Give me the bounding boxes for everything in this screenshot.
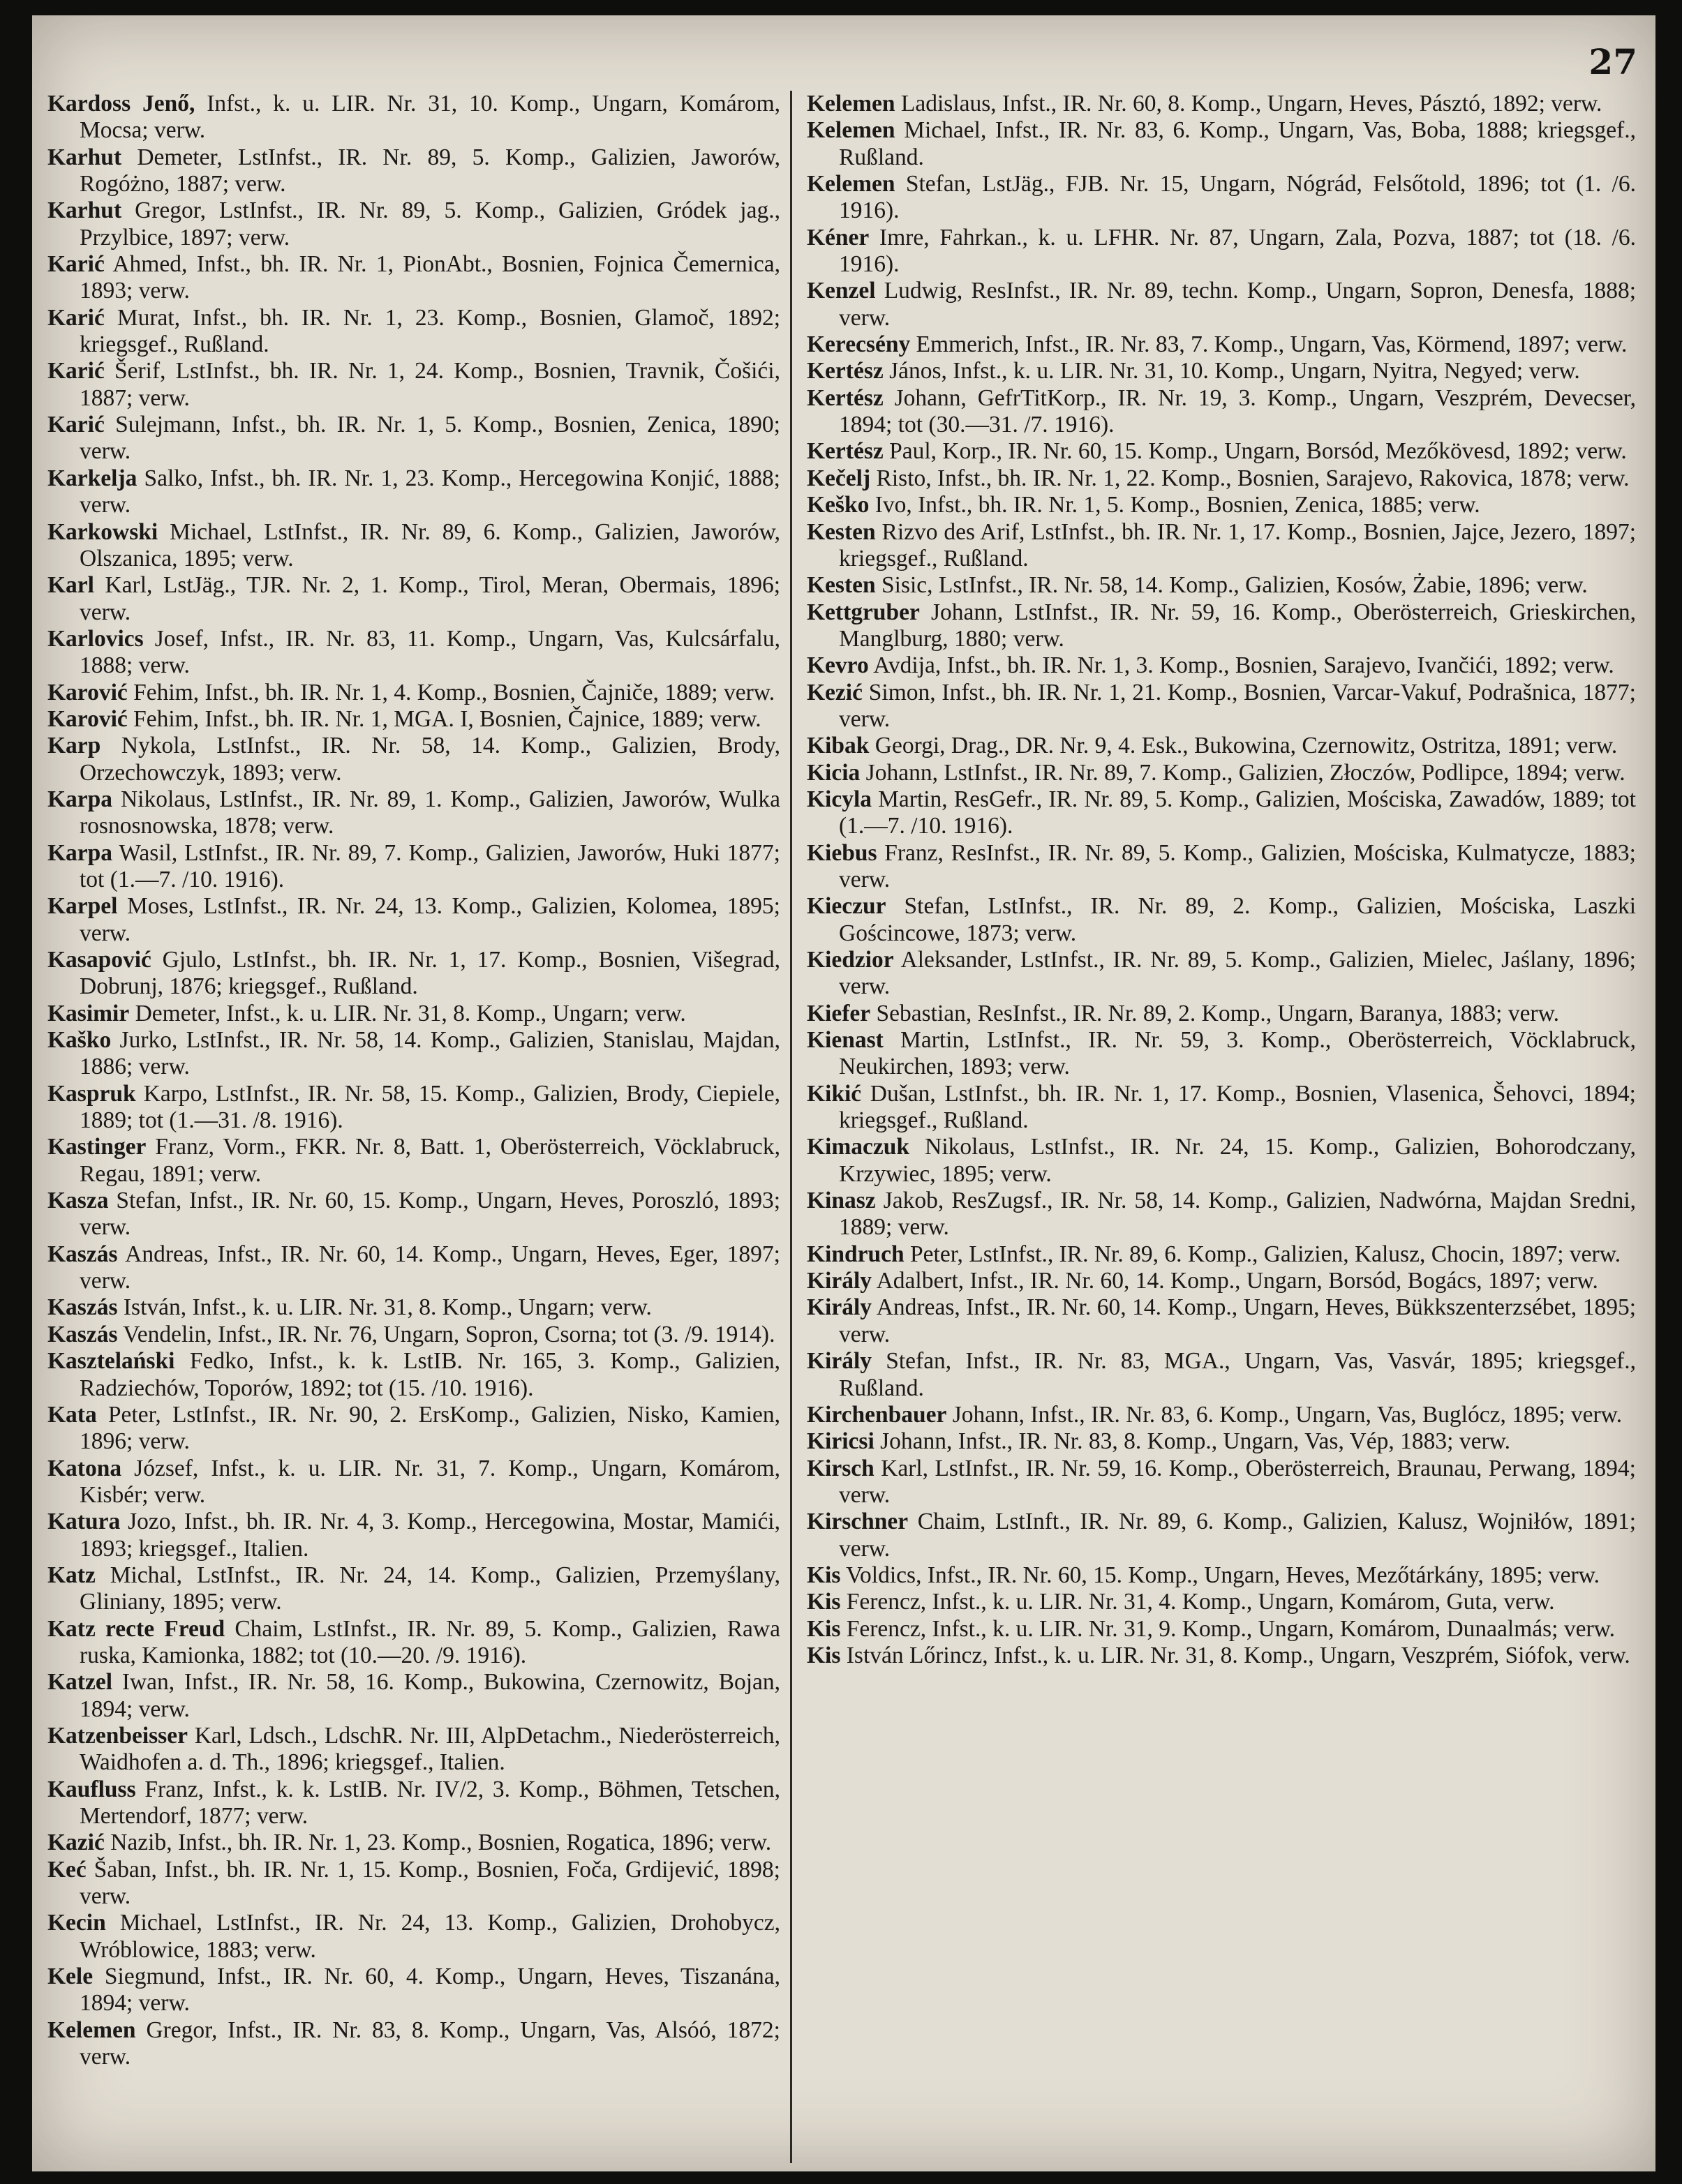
entry-details: Dušan, LstInfst., bh. IR. Nr. 1, 17. Komp., Bosnien, Vlasenica, Šehovci, 1894; kriegsgef., Rußland. [839,1080,1636,1134]
entry-details: József, Infst., k. u. LIR. Nr. 31, 7. Komp., Ungarn, Komárom, Kisbér; verw. [80,1455,780,1508]
entry-name: Karlovics [47,625,144,652]
entry-name: Kirsch [807,1455,875,1481]
entry-details: Karl, Ldsch., LdschR. Nr. III, AlpDetachm., Niederösterreich, Waidhofen a. d. Th., 1896; kriegsgef., Italien. [80,1722,780,1776]
list-entry [807,599,1636,653]
list-entry [807,1241,1636,1268]
entry-name: Kieczur [807,893,886,920]
entry-name: Kaspruk [47,1080,136,1107]
entry-details: Martin, LstInfst., IR. Nr. 59, 3. Komp., Oberösterreich, Vöcklabruck, Neukirchen, 1893; verw. [839,1027,1636,1080]
entry-name: Kis [807,1642,841,1668]
entry-details: Wasil, LstInfst., IR. Nr. 89, 7. Komp., Galizien, Jaworów, Huki 1877; tot (1.—7. /10. 1916). [80,839,780,892]
entry-details: Johann, LstInfst., IR. Nr. 59, 16. Komp., Oberösterreich, Grieskirchen, Manglburg, 1880; verw. [839,599,1636,652]
entry-name: Kelemen [807,117,895,144]
entry-name: Király [807,1268,872,1294]
entry-name: Király [807,1294,872,1321]
list-entry [807,1081,1636,1135]
entry-details: Karl, LstInfst., IR. Nr. 59, 16. Komp., Oberösterreich, Braunau, Perwang, 1894; verw. [839,1455,1636,1508]
list-entry [47,519,780,573]
entry-details: Ahmed, Infst., bh. IR. Nr. 1, PionAbt., Bosnien, Fojnica Čemernica, 1893; verw. [80,251,780,304]
entry-name: Katzel [47,1669,113,1696]
right-column [807,91,1636,1669]
entry-details: István, Infst., k. u. LIR. Nr. 31, 8. Komp., Ungarn; verw. [117,1294,652,1321]
entry-name: Kimaczuk [807,1134,910,1160]
entry-details: Sebastian, ResInfst., IR. Nr. 89, 2. Komp., Ungarn, Baranya, 1883; verw. [870,1000,1559,1026]
entry-name: Kevro [807,652,869,679]
entry-name: Kirschner [807,1509,909,1535]
list-entry [807,331,1636,358]
list-entry [807,680,1636,733]
entry-name: Kazić [47,1830,105,1856]
entry-details: János, Infst., k. u. LIR. Nr. 31, 10. Komp., Ungarn, Nyitra, Negyed; verw. [883,358,1580,384]
entry-name: Kertész [807,358,884,384]
list-entry [807,786,1636,840]
entry-name: Kenzel [807,278,876,304]
entry-details: Risto, Infst., bh. IR. Nr. 1, 22. Komp., Bosnien, Sarajevo, Rakovica, 1878; verw. [870,465,1630,491]
entry-details: Paul, Korp., IR. Nr. 60, 15. Komp., Ungarn, Borsód, Mezőkövesd, 1892; verw. [883,438,1627,465]
entry-details: Aleksander, LstInfst., IR. Nr. 89, 5. Komp., Galizien, Mielec, Jaślany, 1896; verw. [839,947,1636,1000]
entry-details: Fehim, Infst., bh. IR. Nr. 1, MGA. I, Bosnien, Čajnice, 1889; verw. [127,705,761,732]
entry-name: Kéner [807,224,870,250]
entry-name: Karović [47,705,128,732]
list-entry [807,1027,1636,1081]
list-entry [47,1777,780,1830]
list-entry [47,1964,780,2017]
entry-details: Jurko, LstInfst., IR. Nr. 58, 14. Komp., Galizien, Stanislau, Majdan, 1886; verw. [80,1027,780,1080]
entry-name: Katzenbeisser [47,1722,188,1749]
entry-details: Nazib, Infst., bh. IR. Nr. 1, 23. Komp., Bosnien, Rogatica, 1896; verw. [104,1830,772,1856]
entry-details: Moses, LstInfst., IR. Nr. 24, 13. Komp., Galizien, Kolomea, 1895; verw. [80,893,780,946]
entry-name: Király [807,1348,872,1375]
entry-details: Adalbert, Infst., IR. Nr. 60, 14. Komp., Ungarn, Borsód, Bogács, 1897; verw. [872,1268,1598,1294]
list-entry [47,1669,780,1723]
entry-details: Johann, Infst., IR. Nr. 83, 6. Komp., Ungarn, Vas, Buglócz, 1895; verw. [946,1401,1623,1428]
entry-name: Karkowski [47,518,158,545]
list-entry [807,1348,1636,1402]
entry-name: Kiefer [807,1000,871,1026]
list-entry [807,1643,1636,1669]
entry-details: Ivo, Infst., bh. IR. Nr. 1, 5. Komp., Bosnien, Zenica, 1885; verw. [869,492,1480,518]
list-entry [807,572,1636,599]
list-entry [47,1509,780,1562]
entry-details: Gregor, LstInfst., IR. Nr. 89, 5. Komp., Galizien, Gródek jag., Przylbice, 1897; verw. [80,197,780,250]
list-entry [807,91,1636,117]
entry-name: Kindruch [807,1241,905,1267]
entry-name: Kelemen [807,91,895,117]
list-entry [807,358,1636,384]
entry-details: Michael, LstInfst., IR. Nr. 89, 6. Komp., Galizien, Jaworów, Olszanica, 1895; verw. [80,518,780,571]
list-entry [47,91,780,144]
list-entry [47,1456,780,1509]
entry-name: Karić [47,358,105,384]
entry-name: Kaszás [47,1294,118,1321]
entry-name: Kastinger [47,1134,147,1160]
entry-details: Johann, GefrTitKorp., IR. Nr. 19, 3. Komp., Ungarn, Veszprém, Devecser, 1894; tot (30.—31. /7. 1916). [839,384,1636,438]
entry-name: Kis [807,1589,841,1615]
list-entry [47,358,780,412]
list-entry [807,465,1636,492]
entry-name: Karl [47,572,94,599]
entry-details: Vendelin, Infst., IR. Nr. 76, Ungarn, Sopron, Csorna; tot (3. /9. 1914). [117,1321,775,1347]
entry-details: Johann, LstInfst., IR. Nr. 89, 7. Komp., Galizien, Złoczów, Podlipce, 1894; verw. [860,759,1625,786]
list-entry [47,1830,780,1856]
list-entry [47,412,780,465]
entry-details: Ferencz, Infst., k. u. LIR. Nr. 31, 4. Komp., Ungarn, Komárom, Guta, verw. [840,1589,1555,1615]
list-entry [807,519,1636,573]
page-number: 27 [1588,41,1637,82]
entry-name: Kasztelański [47,1348,175,1375]
list-entry [47,144,780,198]
entry-details: Emmerich, Infst., IR. Nr. 83, 7. Komp., Ungarn, Vas, Körmend, 1897; verw. [910,331,1628,358]
list-entry [807,1001,1636,1027]
entry-details: Andreas, Infst., IR. Nr. 60, 14. Komp., Ungarn, Heves, Eger, 1897; verw. [80,1241,780,1294]
list-entry [47,1857,780,1910]
list-entry [47,1001,780,1027]
list-entry [47,1322,780,1348]
list-entry [807,1456,1636,1509]
entry-details: Rizvo des Arif, LstInfst., bh. IR. Nr. 1, 17. Komp., Bosnien, Jajce, Jezero, 1897; kriegsgef., Rußland. [839,518,1636,571]
entry-name: Karpa [47,786,113,812]
list-entry [807,1616,1636,1643]
list-entry [807,117,1636,171]
entry-name: Kis [807,1562,841,1588]
entry-name: Kiricsi [807,1428,875,1455]
entry-name: Kirchenbauer [807,1401,947,1428]
entry-details: Voldics, Infst., IR. Nr. 60, 15. Komp., Ungarn, Heves, Mezőtárkány, 1895; verw. [840,1562,1600,1588]
list-entry [47,1081,780,1135]
entry-name: Kečelj [807,465,871,491]
entry-name: Kaszás [47,1321,118,1347]
entry-name: Kardoss Jenő, [47,91,195,117]
list-entry [47,626,780,680]
entry-name: Kinasz [807,1188,876,1214]
entry-details: Chaim, LstInft., IR. Nr. 89, 6. Komp., Galizien, Kalusz, Wojniłów, 1891; verw. [839,1509,1636,1562]
list-entry [807,1134,1636,1188]
list-entry [47,1723,780,1777]
entry-name: Kikić [807,1080,862,1107]
list-entry [47,1294,780,1321]
entry-name: Kibak [807,733,870,759]
list-entry [807,1562,1636,1589]
document-page [32,15,1655,2171]
list-entry [47,733,780,786]
entry-name: Kertész [807,438,884,465]
entry-details: Josef, Infst., IR. Nr. 83, 11. Komp., Ungarn, Vas, Kulcsárfalu, 1888; verw. [80,625,780,679]
entry-name: Kiebus [807,839,877,866]
entry-name: Kaufluss [47,1776,136,1802]
entry-name: Kaško [47,1027,112,1054]
list-entry [807,1509,1636,1562]
entry-details: Demeter, Infst., k. u. LIR. Nr. 31, 8. Komp., Ungarn; verw. [129,1000,686,1026]
entry-details: Peter, LstInfst., IR. Nr. 89, 6. Komp., Galizien, Kalusz, Chocin, 1897; verw. [904,1241,1621,1267]
entry-name: Kata [47,1401,97,1428]
entry-details: Nikolaus, LstInfst., IR. Nr. 89, 1. Komp., Galizien, Jaworów, Wulka rosnosnowska, 1878; verw. [80,786,780,839]
entry-details: Iwan, Infst., IR. Nr. 58, 16. Komp., Bukowina, Czernowitz, Bojan, 1894; verw. [80,1669,780,1722]
entry-name: Kelemen [47,2017,136,2043]
entry-details: Michael, LstInfst., IR. Nr. 24, 13. Komp., Galizien, Drohobycz, Wróblowice, 1883; verw. [80,1910,780,1963]
entry-name: Kesten [807,518,876,545]
entry-name: Kertész [807,384,884,411]
entry-details: Karpo, LstInfst., IR. Nr. 58, 15. Komp., Galizien, Brody, Ciepiele, 1889; tot (1.—31. /8. 1916). [80,1080,780,1134]
entry-name: Kezić [807,679,863,705]
entry-details: Stefan, LstInfst., IR. Nr. 89, 2. Komp., Galizien, Mościska, Laszki Gościncowe, 1873; verw. [839,893,1636,946]
entry-details: Sisic, LstInfst., IR. Nr. 58, 14. Komp., Galizien, Kosów, Żabie, 1896; verw. [875,572,1588,599]
entry-details: Ludwig, ResInfst., IR. Nr. 89, techn. Komp., Ungarn, Sopron, Denesfa, 1888; verw. [839,278,1636,331]
list-entry [47,1348,780,1402]
entry-name: Keško [807,492,870,518]
entry-details: Stefan, Infst., IR. Nr. 83, MGA., Ungarn, Vas, Vasvár, 1895; kriegsgef., Rußland. [839,1348,1636,1401]
entry-details: Salko, Infst., bh. IR. Nr. 1, 23. Komp., Hercegowina Konjić, 1888; verw. [80,465,780,518]
list-entry [807,760,1636,786]
list-entry [807,1589,1636,1615]
list-entry [47,305,780,359]
entry-details: Karl, LstJäg., TJR. Nr. 2, 1. Komp., Tirol, Meran, Obermais, 1896; verw. [80,572,780,625]
entry-details: Nykola, LstInfst., IR. Nr. 58, 14. Komp., Galizien, Brody, Orzechowczyk, 1893; verw. [80,733,780,786]
list-entry [807,733,1636,759]
entry-details: Sulejmann, Infst., bh. IR. Nr. 1, 5. Komp., Bosnien, Zenica, 1890; verw. [80,412,780,465]
entry-name: Kaszás [47,1241,118,1267]
list-entry [47,706,780,733]
list-entry [47,1616,780,1670]
entry-details: István Lőrincz, Infst., k. u. LIR. Nr. 31, 8. Komp., Ungarn, Veszprém, Siófok, verw. [840,1642,1630,1668]
entry-name: Kettgruber [807,599,920,625]
list-entry [47,251,780,305]
entry-details: Franz, Infst., k. k. LstIB. Nr. IV/2, 3. Komp., Böhmen, Tetschen, Mertendorf, 1877; verw. [80,1776,780,1829]
entry-details: Siegmund, Infst., IR. Nr. 60, 4. Komp., Ungarn, Heves, Tiszanána, 1894; verw. [80,1964,780,2017]
entry-name: Kasimir [47,1000,130,1026]
list-entry [47,840,780,894]
list-entry [47,893,780,947]
entry-name: Kelemen [807,171,895,197]
entry-details: Andreas, Infst., IR. Nr. 60, 14. Komp., Ungarn, Heves, Bükkszenterzsébet, 1895; verw. [839,1294,1636,1347]
list-entry [47,465,780,519]
entry-name: Karhut [47,144,122,170]
entry-details: Imre, Fahrkan., k. u. LFHR. Nr. 87, Ungarn, Zala, Pozva, 1887; tot (18. /6. 1916). [839,224,1636,278]
list-entry [807,1188,1636,1241]
entry-details: Šerif, LstInfst., bh. IR. Nr. 1, 24. Komp., Bosnien, Travnik, Čošići, 1887; verw. [80,358,780,411]
entry-name: Keć [47,1856,87,1883]
entry-name: Karpa [47,839,113,866]
list-entry [807,492,1636,518]
list-entry [47,1562,780,1616]
entry-name: Karović [47,679,128,705]
list-entry [807,1402,1636,1428]
entry-name: Kasza [47,1188,109,1214]
entry-name: Karkelja [47,465,137,491]
list-entry [807,840,1636,894]
list-entry [47,1910,780,1964]
entry-details: Franz, Vorm., FKR. Nr. 8, Batt. 1, Oberösterreich, Vöcklabruck, Regau, 1891; verw. [80,1134,780,1187]
entry-details: Simon, Infst., bh. IR. Nr. 1, 21. Komp., Bosnien, Varcar-Vakuf, Podrašnica, 1877; verw. [839,679,1636,732]
entry-name: Karp [47,733,101,759]
list-entry [47,1188,780,1241]
list-entry [807,278,1636,331]
entry-name: Kele [47,1964,94,1990]
entry-details: Šaban, Infst., bh. IR. Nr. 1, 15. Komp., Bosnien, Foča, Grdijević, 1898; verw. [80,1856,780,1910]
entry-details: Gregor, Infst., IR. Nr. 83, 8. Komp., Ungarn, Vas, Alsóó, 1872; verw. [80,2017,780,2070]
list-entry [47,2017,780,2071]
entry-details: Michael, Infst., IR. Nr. 83, 6. Komp., Ungarn, Vas, Boba, 1888; kriegsgef., Rußland. [839,117,1636,170]
list-entry [47,680,780,706]
left-column [47,91,780,2070]
entry-name: Kicia [807,759,861,786]
list-entry [47,1402,780,1456]
list-entry [47,786,780,840]
entry-details: Nikolaus, LstInfst., IR. Nr. 24, 15. Komp., Galizien, Bohorodczany, Krzywiec, 1895; verw. [839,1134,1636,1187]
list-entry [807,171,1636,225]
entry-name: Kecin [47,1910,106,1936]
entry-name: Karhut [47,197,122,224]
entry-details: Martin, ResGefr., IR. Nr. 89, 5. Komp., Galizien, Mościska, Zawadów, 1889; tot (1.—7. /10. 1916). [839,786,1636,839]
list-entry [47,572,780,626]
entry-name: Katz [47,1562,96,1588]
entry-name: Karpel [47,893,118,920]
list-entry [807,893,1636,947]
entry-details: Chaim, LstInfst., IR. Nr. 89, 5. Komp., Galizien, Rawa ruska, Kamionka, 1882; tot (10.—20. /9. 1916). [80,1615,780,1668]
entry-name: Kicyla [807,786,872,812]
entry-details: Ladislaus, Infst., IR. Nr. 60, 8. Komp., Ungarn, Heves, Pásztó, 1892; verw. [895,91,1602,117]
entry-details: Murat, Infst., bh. IR. Nr. 1, 23. Komp., Bosnien, Glamoč, 1892; kriegsgef., Rußland. [80,304,780,358]
list-entry [807,1294,1636,1348]
entry-details: Johann, Infst., IR. Nr. 83, 8. Komp., Ungarn, Vas, Vép, 1883; verw. [874,1428,1511,1455]
list-entry [47,1134,780,1188]
entry-name: Kiedzior [807,947,894,973]
entry-details: Avdija, Infst., bh. IR. Nr. 1, 3. Komp., Bosnien, Sarajevo, Ivančići, 1892; verw. [868,652,1614,679]
entry-details: Georgi, Drag., DR. Nr. 9, 4. Esk., Bukowina, Czernowitz, Ostritza, 1891; verw. [869,733,1618,759]
list-entry [807,225,1636,278]
entry-name: Kesten [807,572,876,599]
list-entry [807,1268,1636,1294]
entry-name: Katura [47,1509,121,1535]
entry-details: Fedko, Infst., k. k. LstIB. Nr. 165, 3. Komp., Galizien, Radziechów, Toporów, 1892; tot (15. /10. 1916). [80,1348,780,1401]
entry-details: Michal, LstInfst., IR. Nr. 24, 14. Komp., Galizien, Przemyślany, Gliniany, 1895; verw. [80,1562,780,1615]
list-entry [807,947,1636,1001]
list-entry [47,947,780,1001]
entry-details: Stefan, LstJäg., FJB. Nr. 15, Ungarn, Nógrád, Felsőtold, 1896; tot (1. /6. 1916). [839,171,1636,224]
entry-name: Katz recte Freud [47,1615,225,1642]
entry-name: Kerecsény [807,331,911,358]
list-entry [47,197,780,251]
entry-details: Peter, LstInfst., IR. Nr. 90, 2. ErsKomp., Galizien, Nisko, Kamien, 1896; verw. [80,1401,780,1455]
entry-name: Karić [47,412,105,438]
list-entry [807,385,1636,439]
entry-details: Ferencz, Infst., k. u. LIR. Nr. 31, 9. Komp., Ungarn, Komárom, Dunaalmás; verw. [840,1615,1616,1642]
entry-details: Stefan, Infst., IR. Nr. 60, 15. Komp., Ungarn, Heves, Poroszló, 1893; verw. [80,1188,780,1241]
entry-details: Jozo, Infst., bh. IR. Nr. 4, 3. Komp., Hercegowina, Mostar, Mamići, 1893; kriegsgef., Italien. [80,1509,780,1562]
entry-name: Kis [807,1615,841,1642]
list-entry [807,438,1636,465]
list-entry [47,1027,780,1081]
entry-details: Franz, ResInfst., IR. Nr. 89, 5. Komp., Galizien, Mościska, Kulmatycze, 1883; verw. [839,839,1636,892]
entry-name: Karić [47,304,105,331]
entry-details: Gjulo, LstInfst., bh. IR. Nr. 1, 17. Komp., Bosnien, Višegrad, Dobrunj, 1876; kriegsgef., Rußland. [80,947,780,1000]
list-entry [807,652,1636,679]
entry-details: Infst., k. u. LIR. Nr. 31, 10. Komp., Ungarn, Komárom, Mocsa; verw. [80,91,781,144]
entry-name: Kienast [807,1027,884,1054]
list-entry [807,1428,1636,1455]
column-divider [790,91,792,2163]
entry-details: Jakob, ResZugsf., IR. Nr. 58, 14. Komp., Galizien, Nadwórna, Majdan Sredni, 1889; verw. [839,1188,1636,1241]
entry-name: Karić [47,251,105,278]
list-entry [47,1241,780,1295]
entry-name: Kasapović [47,947,151,973]
entry-name: Katona [47,1455,122,1481]
entry-details: Demeter, LstInfst., IR. Nr. 89, 5. Komp., Galizien, Jaworów, Rogóżno, 1887; verw. [80,144,780,197]
entry-details: Fehim, Infst., bh. IR. Nr. 1, 4. Komp., Bosnien, Čajniče, 1889; verw. [127,679,775,705]
